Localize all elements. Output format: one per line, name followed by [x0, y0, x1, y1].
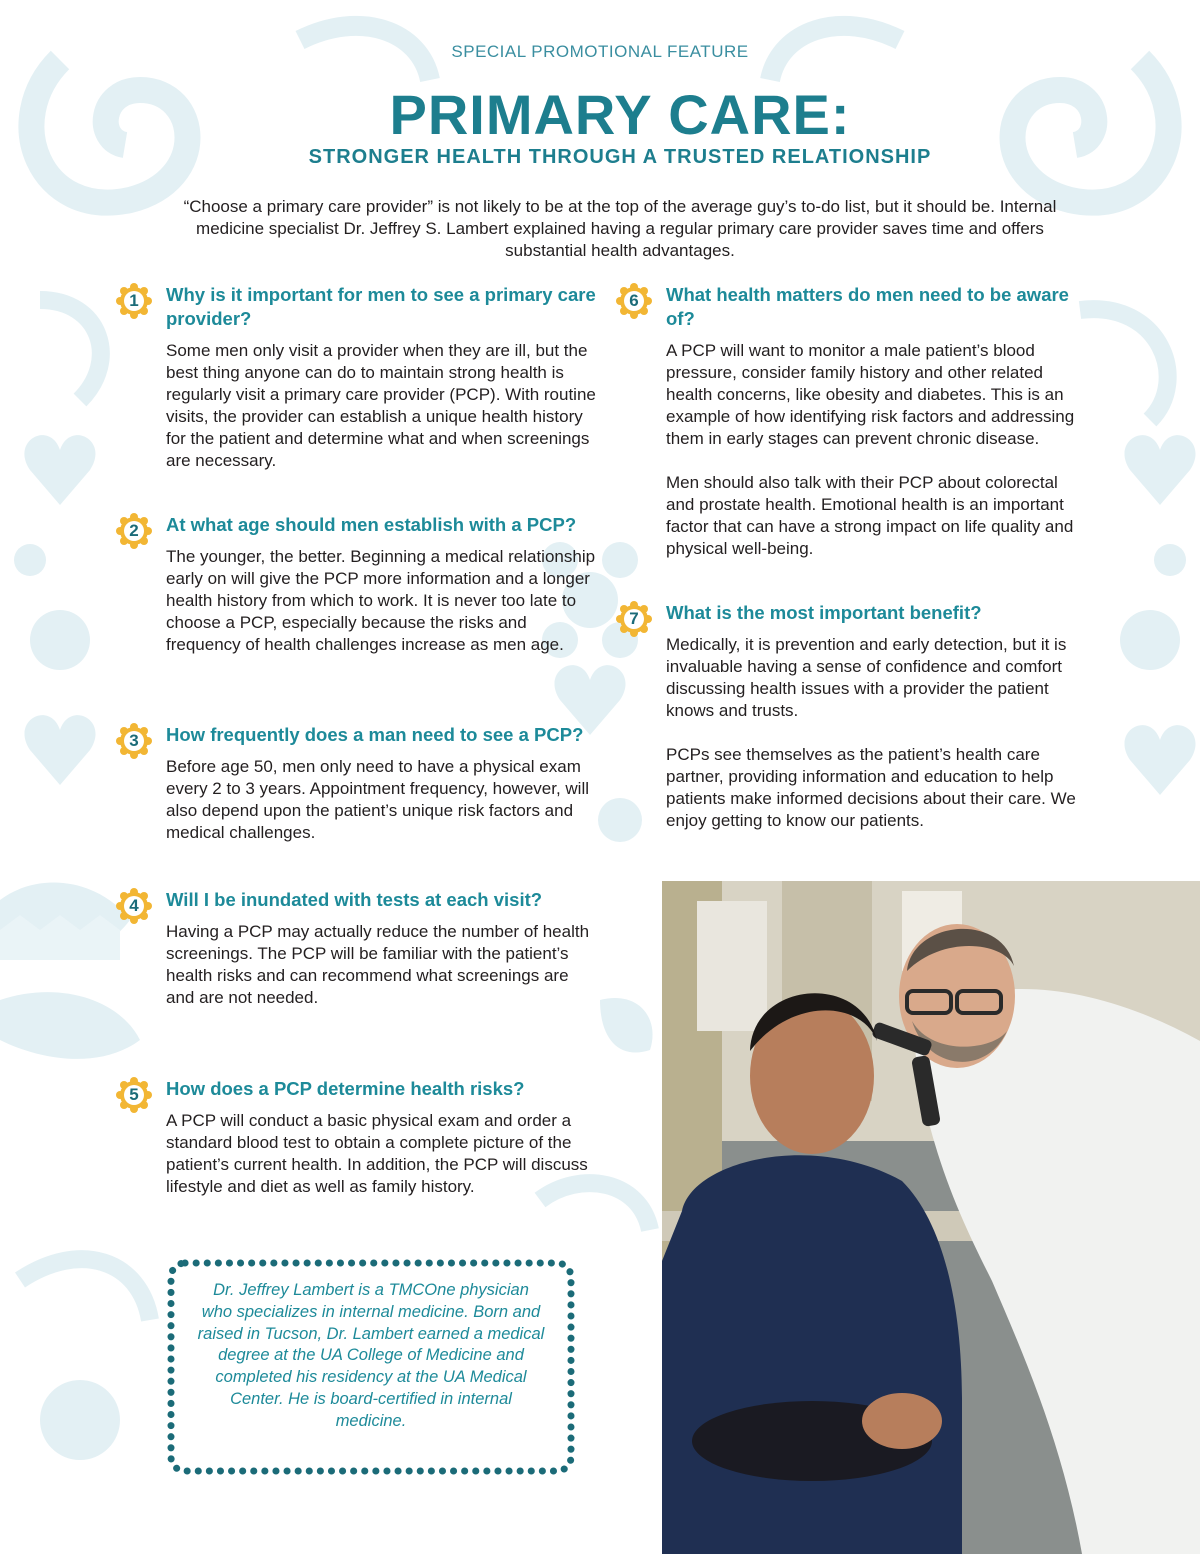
number-badge-7 [616, 601, 652, 637]
badge-number: 3 [129, 731, 139, 750]
answer-paragraph: Before age 50, men only need to have a physical exam every 2 to 3 years. Appointment frequency, however, will also depend upon the patient’s unique risk factors and medical challenges. [166, 757, 590, 842]
answer-paragraph: PCPs see themselves as the patient’s health care partner, providing information and education to help patients make informed decisions about their care. We enjoy getting to know our patients. [666, 745, 1076, 830]
badge-number: 6 [629, 291, 639, 310]
doctor-patient-photo [662, 881, 1200, 1554]
question-heading: What health matters do men need to be aware of? [666, 284, 1069, 329]
question-heading: Why is it important for men to see a primary care provider? [166, 284, 596, 329]
answer-paragraph: A PCP will want to monitor a male patient’s blood pressure, consider family history and other related health concerns, like obesity and diabetes. This is an example of how identifying risk factors and addressing them in early stages can prevent chronic disease. [666, 341, 1075, 448]
badge-number: 7 [629, 609, 639, 628]
number-badge-5 [116, 1077, 152, 1113]
number-badge-6 [616, 283, 652, 319]
qa-item-4 [129, 888, 596, 1009]
question-heading: How does a PCP determine health risks? [166, 1078, 525, 1099]
answer-paragraph: The younger, the better. Beginning a medical relationship early on will give the PCP more information and a longer health history from which to work. It is never too late to choose a PCP, especially because the risks and frequency of health challenges increase as men age. [166, 547, 596, 654]
qa-item-1 [129, 283, 596, 472]
qa-item-5 [129, 1077, 596, 1198]
number-badge-3 [116, 723, 152, 759]
answer-paragraph: Medically, it is prevention and early detection, but it is invaluable having a sense of confidence and comfort discussing health issues with a provider the patient knows and trusts. [666, 635, 1067, 720]
answer-paragraph: Having a PCP may actually reduce the number of health screenings. The PCP will be familiar with the patient’s health risks and can recommend what screenings are and are not needed. [166, 922, 590, 1007]
intro-paragraph: “Choose a primary care provider” is not likely to be at the top of the average guy’s to-do list, but it should be. Internal medicine specialist Dr. Jeffrey S. Lambert explained having a regular primary care provider saves time and offers substantial health advantages. [183, 197, 1057, 260]
qa-item-7 [629, 601, 1086, 832]
doctor-bio-text: Dr. Jeffrey Lambert is a TMCOne physician who specializes in internal medicine. Born and raised in Tucson, Dr. Lambert earned a medical degree at the UA College of Medicine and completed his residency at the UA Medical Center. He is board-certified in internal medicine. [197, 1281, 545, 1430]
question-heading: At what age should men establish with a PCP? [166, 514, 577, 535]
answer-paragraph: Some men only visit a provider when they are ill, but the best thing anyone can do to maintain strong health is regularly visit a primary care provider (PCP). With routine visits, the provider can establish a unique health history for the patient and determine what and when screenings are necessary. [166, 341, 596, 470]
question-heading: What is the most important benefit? [666, 602, 982, 623]
promotional-kicker: SPECIAL PROMOTIONAL FEATURE [451, 42, 749, 61]
qa-item-6 [629, 283, 1086, 560]
badge-number: 5 [129, 1085, 139, 1104]
page-title: PRIMARY CARE: [389, 83, 851, 146]
qa-item-3 [129, 723, 596, 844]
number-badge-2 [116, 513, 152, 549]
badge-number: 4 [129, 896, 139, 915]
badge-number: 1 [129, 291, 139, 310]
badge-number: 2 [129, 521, 139, 540]
qa-item-2 [129, 513, 596, 656]
question-heading: Will I be inundated with tests at each visit? [166, 889, 543, 910]
page-subtitle: STRONGER HEALTH THROUGH A TRUSTED RELATIONSHIP [308, 146, 932, 168]
answer-paragraph: A PCP will conduct a basic physical exam and order a standard blood test to obtain a complete picture of the patient’s current health. In addition, the PCP will discuss lifestyle and diet as well as family history. [166, 1111, 588, 1196]
number-badge-1 [116, 283, 152, 319]
number-badge-4 [116, 888, 152, 924]
answer-paragraph: Men should also talk with their PCP about colorectal and prostate health. Emotional health is an important factor that can have a strong impact on life quality and physical well-being. [666, 473, 1074, 558]
question-heading: How frequently does a man need to see a PCP? [166, 724, 584, 745]
doctor-bio-box [166, 1258, 576, 1476]
